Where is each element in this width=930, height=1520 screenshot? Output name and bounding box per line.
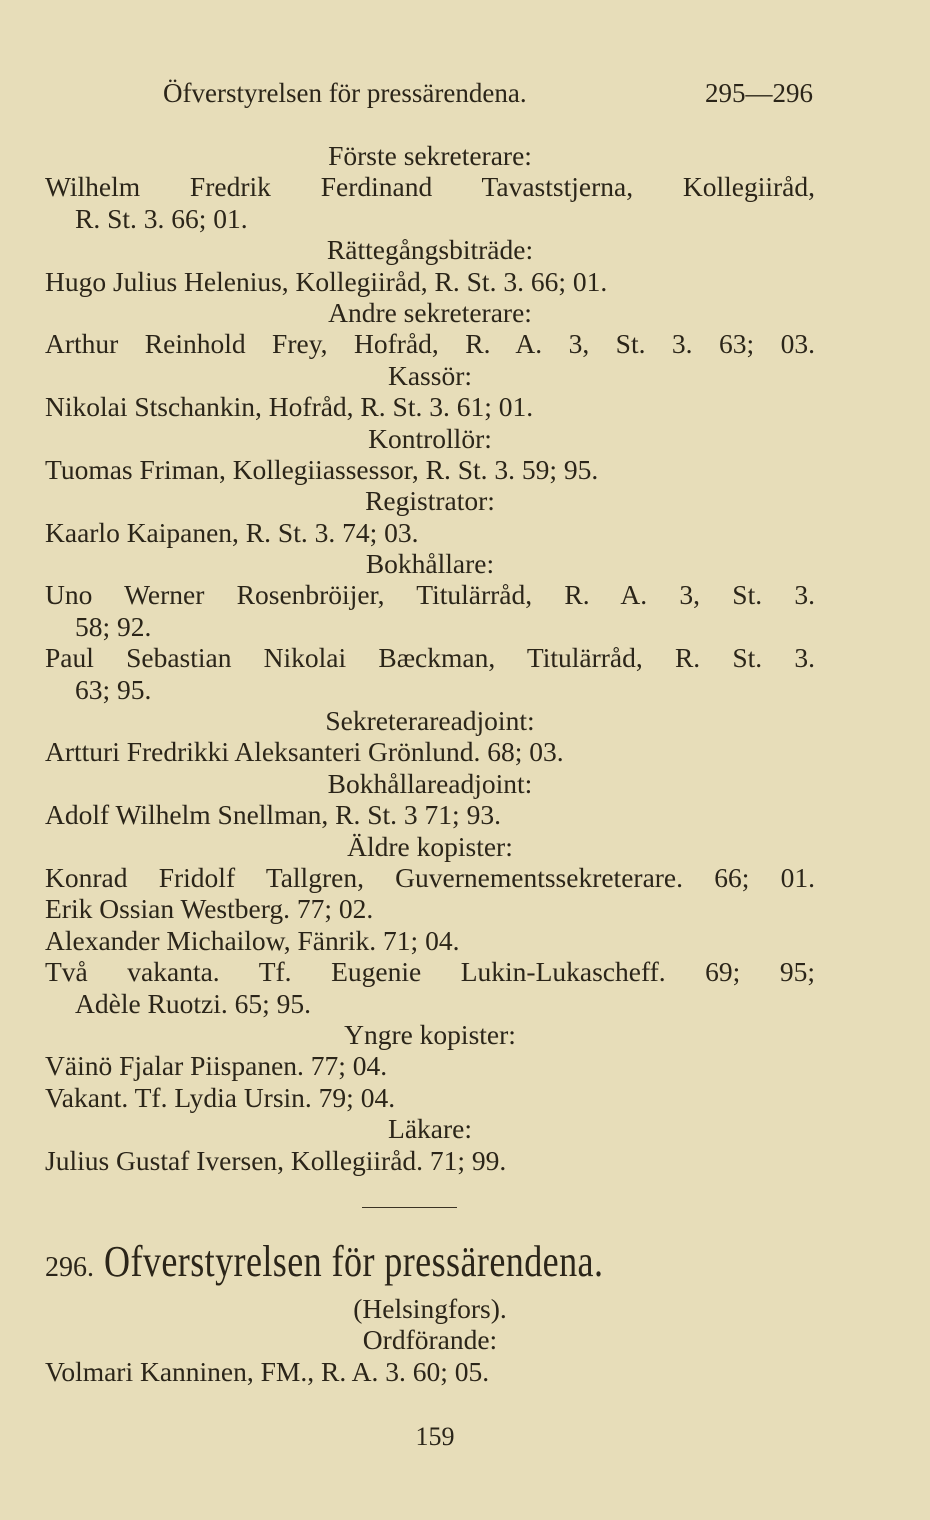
section-title (45, 1236, 815, 1287)
entry: Uno Werner Rosenbröijer, Titulärråd, R. A. 3, St. 3. (45, 579, 815, 611)
entry: Paul Sebastian Nikolai Bæckman, Titulärråd, R. St. 3. (45, 642, 815, 674)
role-heading: Förste sekreterare: (328, 140, 532, 171)
role-heading: Kontrollör: (368, 422, 492, 454)
role-heading: Bokhållare: (365, 548, 495, 580)
role-heading: Sekreterareadjoint: (325, 705, 535, 737)
entry: Volmari Kanninen, FM., R. A. 3. 60; 05. (45, 1355, 490, 1387)
entry: Två vakanta. Tf. Eugenie Lukin-Lukascheff. 69; 95; (45, 956, 815, 988)
entry-continuation: R. St. 3. 66; 01. (75, 202, 248, 234)
entry-continuation: 63; 95. (75, 673, 152, 705)
role-heading: Bokhållareadjoint: (327, 767, 533, 799)
entry: Wilhelm Fredrik Ferdinand Tavaststjerna, Kollegiiråd, (45, 171, 815, 203)
entry: Konrad Fridolf Tallgren, Guvernementssekreterare. 66; 01. (45, 861, 815, 893)
entry: Artturi Fredrikki Aleksanteri Grönlund. 68; 03. (45, 736, 564, 768)
entry: Vakant. Tf. Lydia Ursin. 79; 04. (45, 1081, 396, 1113)
entry: Julius Gustaf Iversen, Kollegiiråd. 71; 99. (45, 1144, 507, 1176)
entry: Alexander Michailow, Fänrik. 71; 04. (45, 924, 460, 956)
entry: Hugo Julius Helenius, Kollegiiråd, R. St. 3. 66; 01. (45, 265, 608, 297)
running-head (163, 78, 813, 109)
entry-continuation: Adèle Ruotzi. 65; 95. (75, 987, 312, 1019)
section-divider (362, 1207, 457, 1208)
running-head-page-range: 295—296 (705, 78, 813, 108)
role-heading: Läkare: (388, 1113, 472, 1145)
entry: Tuomas Friman, Kollegiiassessor, R. St. 3. 59; 95. (45, 453, 599, 485)
entry: Kaarlo Kaipanen, R. St. 3. 74; 03. (45, 516, 419, 548)
section-body (45, 1293, 815, 1387)
section-number: 296. (45, 1252, 94, 1283)
role-heading: Registrator: (365, 485, 495, 517)
role-heading: Kassör: (387, 359, 473, 391)
role-heading: Andre sekreterare: (328, 296, 532, 328)
entry-continuation: 58; 92. (75, 610, 152, 642)
staff-list (45, 140, 815, 1176)
role-heading: Yngre kopister: (344, 1018, 516, 1050)
role-heading: Rättegångsbiträde: (326, 234, 534, 266)
section-place: (Helsingfors). (353, 1293, 507, 1324)
running-head-title: Öfverstyrelsen för pressärendena. (163, 78, 527, 108)
section-name: Ofverstyrelsen för pressärendena. (104, 1237, 604, 1286)
role-heading: Ordförande: (362, 1324, 498, 1356)
entry: Arthur Reinhold Frey, Hofråd, R. A. 3, St. 3. 63; 03. (45, 328, 815, 360)
role-heading: Äldre kopister: (347, 830, 513, 862)
entry: Nikolai Stschankin, Hofråd, R. St. 3. 61; 01. (45, 391, 534, 423)
page-number: 159 (415, 1422, 455, 1451)
entry: Väinö Fjalar Piispanen. 77; 04. (45, 1050, 388, 1082)
entry: Adolf Wilhelm Snellman, R. St. 3 71; 93. (45, 799, 501, 831)
entry: Erik Ossian Westberg. 77; 02. (45, 893, 374, 925)
